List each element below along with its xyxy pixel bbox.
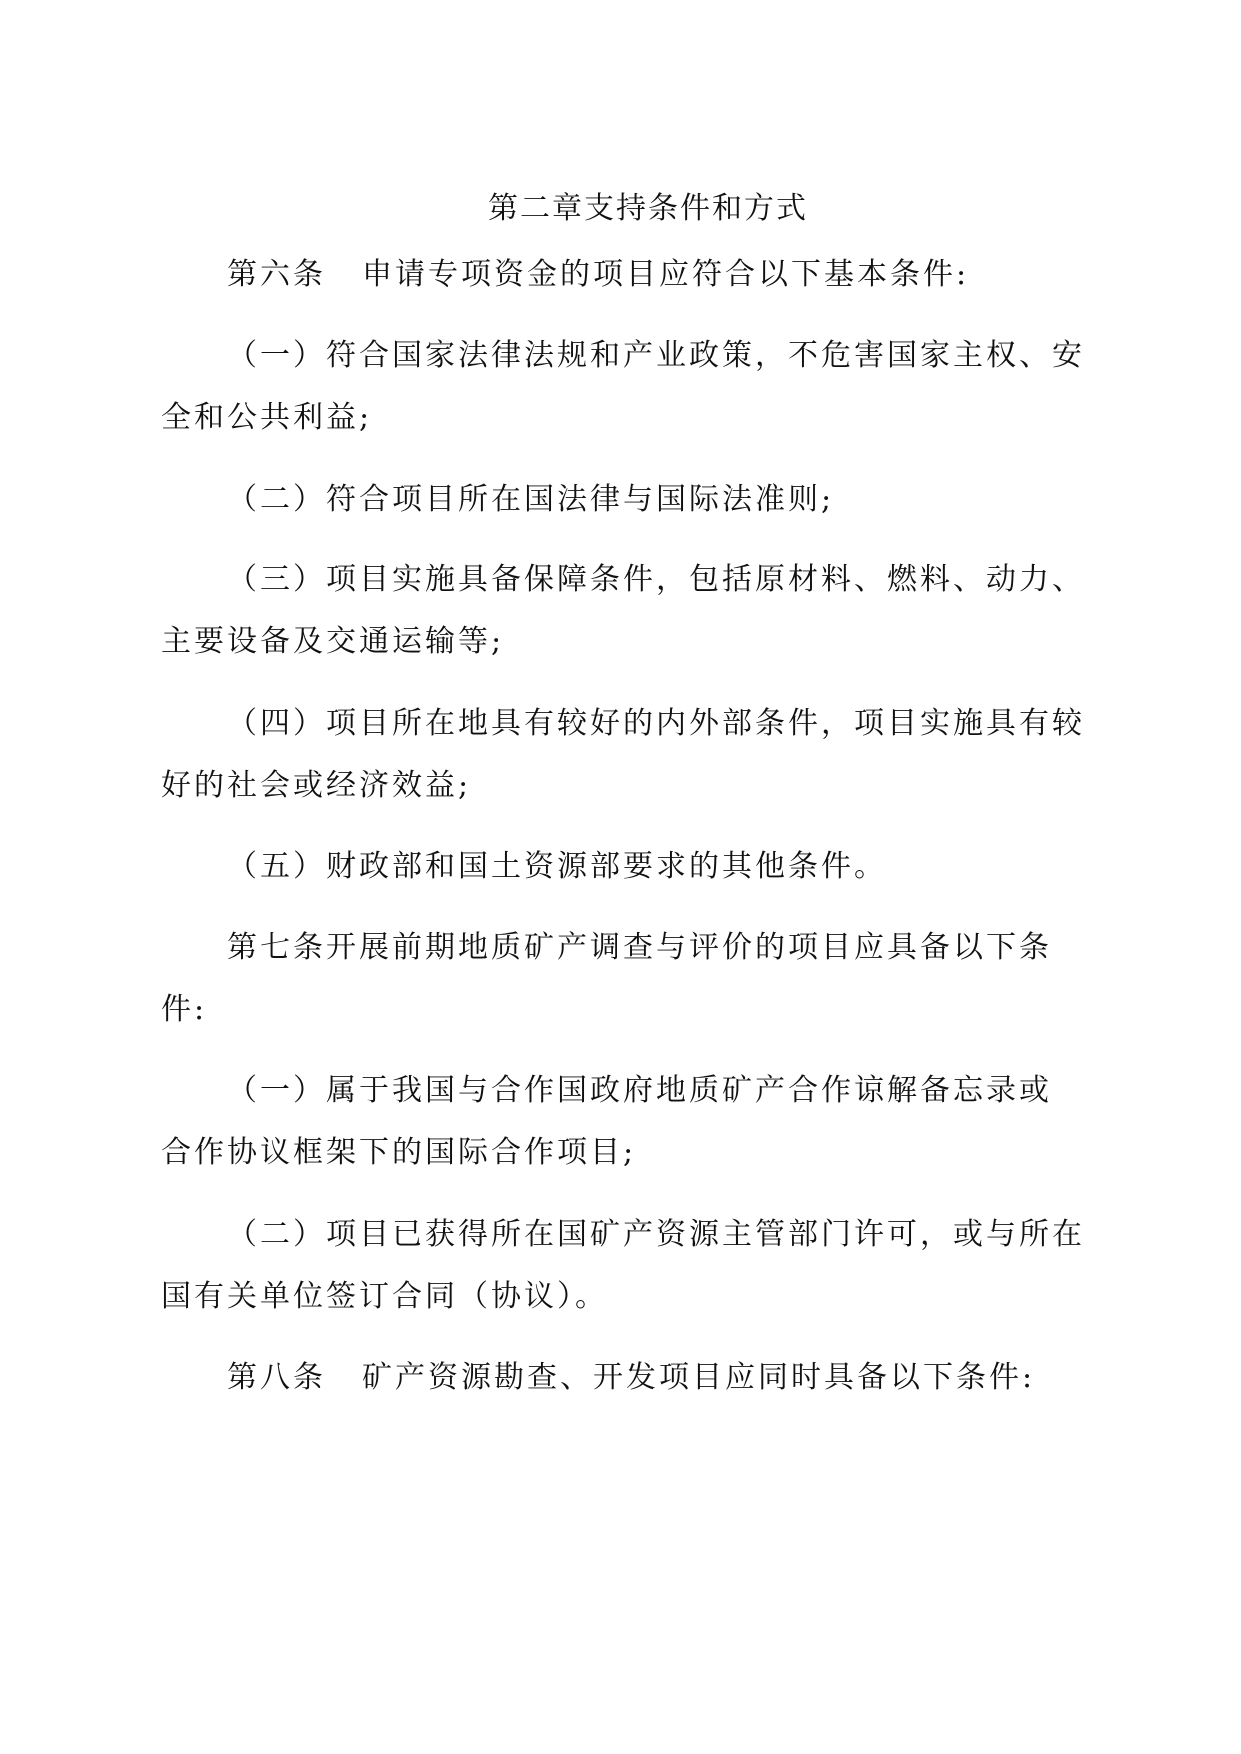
article-6-item-3-line-1: （三）项目实施具备保障条件，包括原材料、燃料、动力、 [227,562,1085,597]
article-6-item-4-line-2: 好的社会或经济效益; [161,768,472,803]
article-7-item-2-line-1: （二）项目已获得所在国矿产资源主管部门许可，或与所在 [227,1217,1085,1252]
article-6-item-5: （五）财政部和国土资源部要求的其他条件。 [227,849,887,884]
article-8-label: 第八条 [227,1360,326,1395]
article-6-heading [227,255,969,295]
article-8-text: 矿产资源勘查、开发项目应同时具备以下条件: [362,1360,1036,1395]
article-6-item-3-line-2: 主要设备及交通运输等; [161,624,505,659]
article-6-text: 申请专项资金的项目应符合以下基本条件: [362,257,970,292]
article-6-label: 第六条 [227,257,326,292]
article-8-heading [227,1358,1035,1398]
article-6-item-1-line-2: 全和公共利益; [161,400,373,435]
article-6-item-2: （二）符合项目所在国法律与国际法准则; [227,482,835,517]
article-6-item-1-line-1: （一）符合国家法律法规和产业政策，不危害国家主权、安 [227,338,1085,373]
article-7-item-2-line-2: 国有关单位签订合同（协议）。 [161,1279,608,1314]
article-7-line-2: 件: [161,992,208,1027]
article-7-item-1-line-1: （一）属于我国与合作国政府地质矿产合作谅解备忘录或 [227,1073,1052,1108]
article-6-item-4-line-1: （四）项目所在地具有较好的内外部条件，项目实施具有较 [227,706,1085,741]
article-7-item-1-line-2: 合作协议框架下的国际合作项目; [161,1135,637,1170]
article-7-line-1: 第七条开展前期地质矿产调查与评价的项目应具备以下条 [227,930,1052,965]
chapter-title: 第二章支持条件和方式 [488,191,808,226]
